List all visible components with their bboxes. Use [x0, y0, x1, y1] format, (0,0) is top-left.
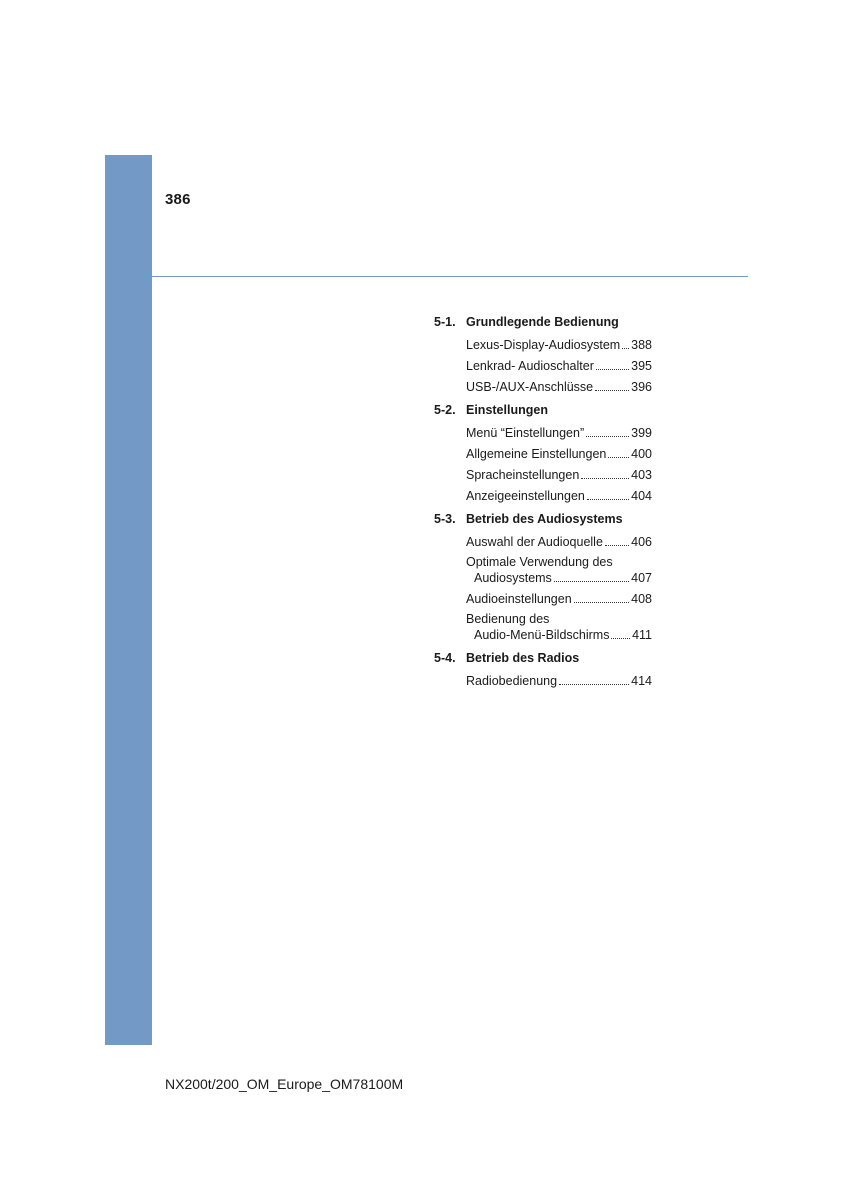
table-of-contents	[434, 312, 652, 694]
toc-section-number: 5-3.	[434, 512, 456, 526]
dot-leader	[581, 478, 629, 479]
toc-entry[interactable]	[466, 353, 652, 374]
toc-entry-page: 408	[631, 592, 652, 606]
dot-leader	[586, 436, 629, 437]
toc-entry[interactable]	[466, 374, 652, 395]
toc-section-number: 5-4.	[434, 651, 456, 665]
toc-section-heading	[434, 509, 652, 529]
dot-leader	[574, 602, 630, 603]
dot-leader	[587, 499, 629, 500]
toc-entry-page: 407	[631, 571, 652, 585]
toc-section-title: Grundlegende Bedienung	[466, 315, 619, 329]
toc-entry[interactable]	[466, 586, 652, 607]
toc-entry-text: Lexus-Display-Audiosystem	[466, 338, 621, 352]
toc-entry[interactable]	[466, 332, 652, 353]
dot-leader	[595, 390, 629, 391]
toc-entry-page: 404	[631, 489, 652, 503]
dot-leader	[608, 457, 629, 458]
toc-entry[interactable]	[466, 462, 652, 483]
toc-entry-text: Menü “Einstellungen”	[466, 426, 585, 440]
toc-entry-continuation	[466, 570, 652, 586]
toc-section-title: Einstellungen	[466, 403, 548, 417]
toc-entry[interactable]	[466, 441, 652, 462]
toc-entry-text: Optimale Verwendung des	[466, 555, 613, 569]
toc-entry[interactable]	[466, 550, 652, 586]
toc-entry-text: Audioeinstellungen	[466, 592, 572, 606]
toc-section	[434, 312, 652, 395]
dot-leader	[611, 638, 630, 639]
toc-entry-page: 395	[631, 359, 652, 373]
toc-entry-continuation	[466, 627, 652, 643]
toc-entry-page: 403	[631, 468, 652, 482]
toc-entry-page: 411	[632, 628, 652, 642]
toc-section-number: 5-2.	[434, 403, 456, 417]
toc-entry-text: USB-/AUX-Anschlüsse	[466, 380, 594, 394]
dot-leader	[559, 684, 629, 685]
toc-entry-text: Auswahl der Audioquelle	[466, 535, 603, 549]
toc-section-heading	[434, 400, 652, 420]
toc-section-number: 5-1.	[434, 315, 456, 329]
toc-entry-text: Anzeigeeinstellungen	[466, 489, 585, 503]
toc-entry-page: 406	[631, 535, 652, 549]
toc-section	[434, 509, 652, 643]
toc-section	[434, 648, 652, 689]
toc-entry-wrapped	[466, 611, 652, 643]
toc-entry-text-continued: Audiosystems	[474, 571, 552, 585]
header-rule	[152, 276, 748, 277]
toc-entry-wrapped	[466, 554, 652, 586]
toc-entry-text-continued: Audio-Menü-Bildschirms	[474, 628, 610, 642]
page-number: 386	[165, 191, 191, 208]
toc-entry[interactable]	[466, 420, 652, 441]
toc-entry[interactable]	[466, 668, 652, 689]
dot-leader	[596, 369, 629, 370]
toc-entry-text: Lenkrad- Audioschalter	[466, 359, 594, 373]
toc-entry-text: Allgemeine Einstellungen	[466, 447, 607, 461]
toc-section	[434, 400, 652, 504]
toc-entry-text: Radiobedienung	[466, 674, 558, 688]
toc-entry-page: 400	[631, 447, 652, 461]
toc-entry-page: 414	[631, 674, 652, 688]
toc-section-heading	[434, 312, 652, 332]
toc-entry-text: Spracheinstellungen	[466, 468, 580, 482]
dot-leader	[605, 545, 629, 546]
toc-section-title: Betrieb des Audiosystems	[466, 512, 623, 526]
dot-leader	[622, 348, 629, 349]
toc-entry-text: Bedienung des	[466, 612, 550, 626]
side-color-bar	[105, 155, 152, 1045]
toc-entry-page: 399	[631, 426, 652, 440]
toc-entry[interactable]	[466, 483, 652, 504]
document-footer: NX200t/200_OM_Europe_OM78100M	[165, 1076, 404, 1092]
toc-entry-page: 396	[631, 380, 652, 394]
dot-leader	[554, 581, 629, 582]
toc-entry[interactable]	[466, 529, 652, 550]
toc-entry-page: 388	[631, 338, 652, 352]
toc-entry[interactable]	[466, 607, 652, 643]
toc-section-title: Betrieb des Radios	[466, 651, 580, 665]
toc-section-heading	[434, 648, 652, 668]
